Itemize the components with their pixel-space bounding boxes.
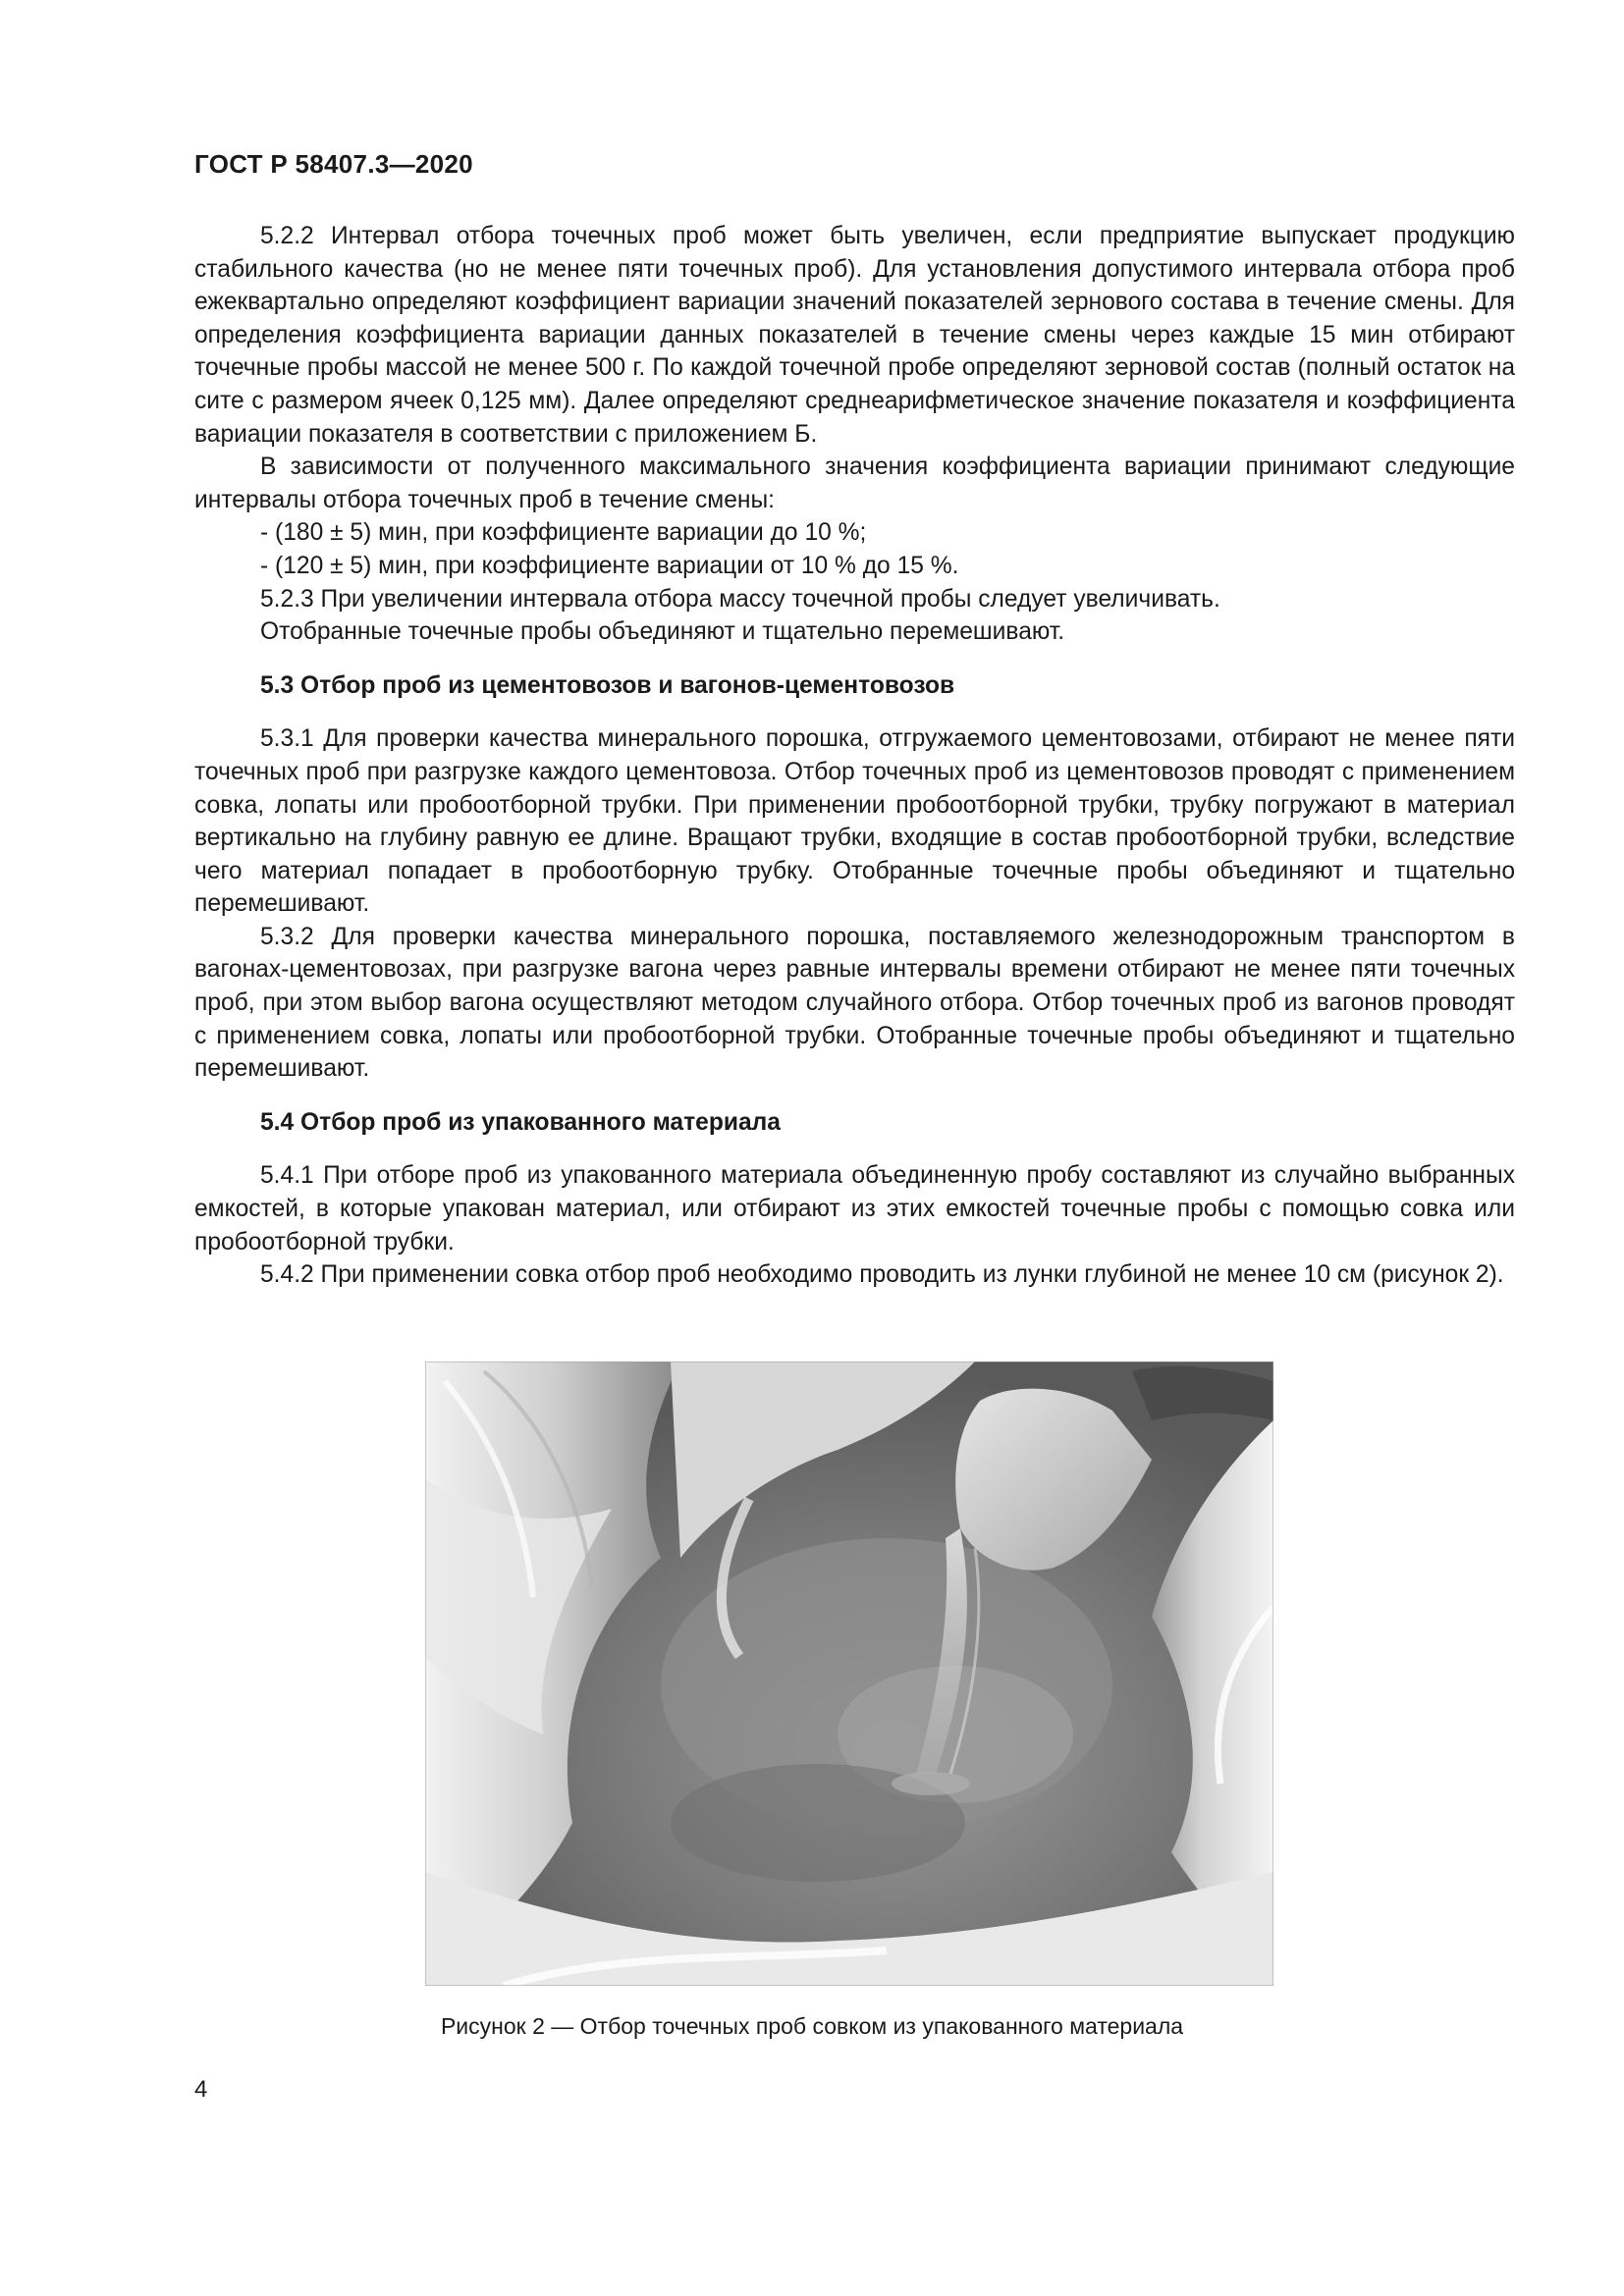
- paragraph-5-2-3-mix: Отобранные точечные пробы объединяют и тщательно перемешивают.: [260, 618, 1065, 646]
- figure-2-photo: [425, 1362, 1273, 1986]
- paragraph-5-2-2-intervals: В зависимости от полученного максимального значения коэффициента вариации принимают следующие интервалы отбора точечных проб в течение смены:: [194, 454, 1515, 513]
- list-item: - (120 ± 5) мин, при коэффициенте вариации от 10 % до 15 %.: [260, 552, 959, 579]
- paragraph-5-2-2: 5.2.2 Интервал отбора точечных проб может быть увеличен, если предприятие выпускает продукцию стабильного качества (но не менее пяти точечных проб). Для установления допустимого интервала отбора проб ежеквартально определяют коэффициент вариации значений показателей зернового состава в течение смены. Для определения коэффициента вариации данных показателей в течение смены через каждые 15 мин отбирают точечные пробы массой не менее 500 г. По каждой точечной пробе определяют зерновой состав (полный остаток на сите с размером ячеек 0,125 мм). Далее определяют среднеарифметическое значение показателя и коэффициента вариации показателя в соответствии с приложением Б.: [194, 223, 1515, 448]
- paragraph-5-4-2: 5.4.2 При применении совка отбор проб необходимо проводить из лунки глубиной не менее 10 см (рисунок 2).: [260, 1261, 1504, 1289]
- document-body: [194, 220, 1515, 1292]
- list-item: - (180 ± 5) мин, при коэффициенте вариации до 10 %;: [260, 519, 867, 547]
- paragraph-5-3-2: 5.3.2 Для проверки качества минерального порошка, поставляемого железнодорожным транспортом в вагонах-цементовозах, при разгрузке вагона через равные интервалы времени отбирают не менее пяти точечных проб, при этом выбор вагона осуществляют методом случайного отбора. Отбор точечных проб из вагонов проводят с применением совка, лопаты или пробоотборной трубки. Отобранные точечные пробы объединяют и тщательно перемешивают.: [194, 923, 1515, 1083]
- scoop-sampling-photo: [425, 1362, 1273, 1986]
- section-heading-5-4: 5.4 Отбор проб из упакованного материала: [260, 1108, 781, 1136]
- figure-caption: Рисунок 2 — Отбор точечных проб совком из упакованного материала: [440, 2013, 1184, 2039]
- section-heading-5-3: 5.3 Отбор проб из цементовозов и вагонов-цементовозов: [260, 671, 955, 699]
- paragraph-5-3-1: 5.3.1 Для проверки качества минерального порошка, отгружаемого цементовозами, отбирают не менее пяти точечных проб при разгрузке каждого цементовоза. Отбор точечных проб из цементовозов проводят с применением совка, лопаты или пробоотборной трубки. При применении пробоотборной трубки, трубку погружают в материал вертикально на глубину равную ее длине. Вращают трубки, входящие в состав пробоотборной трубки, вследствие чего материал попадает в пробоотборную трубку. Отобранные точечные пробы объединяют и тщательно перемешивают.: [194, 725, 1515, 918]
- page-number: 4: [194, 2076, 208, 2103]
- paragraph-5-4-1: 5.4.1 При отборе проб из упакованного материала объединенную пробу составляют из случайно выбранных емкостей, в которые упакован материал, или отбирают из этих емкостей точечные пробы с помощью совка или пробоотборной трубки.: [194, 1162, 1515, 1255]
- paragraph-5-2-3: 5.2.3 При увеличении интервала отбора массу точечной пробы следует увеличивать.: [260, 585, 1220, 613]
- document-code: ГОСТ Р 58407.3—2020: [194, 149, 473, 179]
